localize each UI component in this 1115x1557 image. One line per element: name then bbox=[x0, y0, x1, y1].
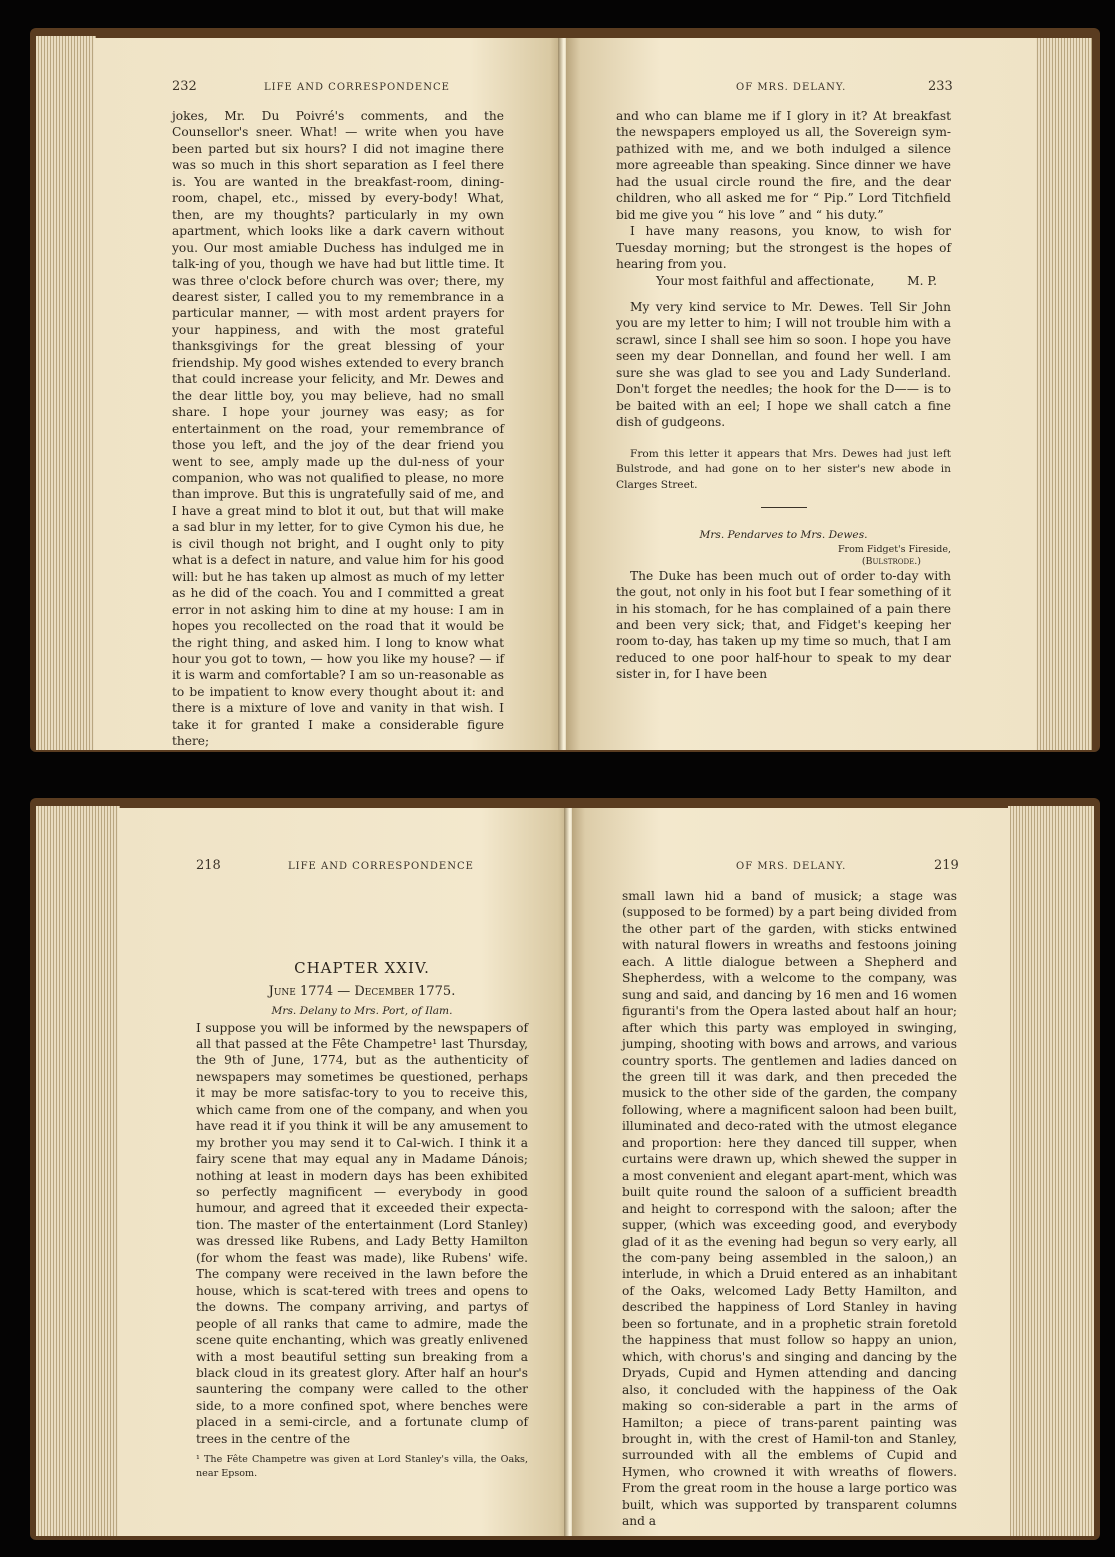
body-text bbox=[172, 108, 504, 750]
page-number: 233 bbox=[928, 79, 953, 94]
body-text bbox=[622, 888, 957, 1530]
paragraph: jokes, Mr. Du Poivré's comments, and the Counsellor's sneer. What! — write when you have been parted but six hours? I did not imagine there was so much in this short separation as I feel there is. You are wanted in the breakfast-room, dining-room, chapel, etc., missed by every-body! What, then, are my thoughts? particularly in my own apartment, which looks like a dark cavern without you. Our most amiable Duchess has indulged me in talk-ing of you, though we have had but little time. It was three o'clock before church was over; there, my dearest sister, I called you to my remembrance in a particular manner, — with most ardent prayers for your happiness, and with the most grateful thanksgivings for the great blessing of your friendship. My good wishes extended to every branch that could increase your felicity, and Mr. Dewes and the dear little boy, you may believe, had no small share. I hope your journey was easy; as for entertainment on the road, your remembrance of those you left, and the joy of the dear friend you went to see, amply made up the dul-ness of your companion, who was not qualified to please, no more than improve. But this is ungratefully said of me, and I have a great mind to blot it out, but that will make a sad blur in my letter, for to give Cymon his due, he is civil though not bright, and I ought only to pity what is a defect in nature, and value him for his good will: but he has taken up almost as much of my letter as he did of the coach. You and I committed a great error in not asking him to dine at my house: I am in hopes you recollected on the road that it would be the right thing, and asked him. I long to know what hour you got to town, — how you like my house? — if it is warm and comfortable? I am so un-reasonable as to be impatient to know every thought about it: and there is a mixture of love and vanity in that wish. I take it for granted I make a considerable figure there; bbox=[172, 109, 504, 749]
editorial-note: From this letter it appears that Mrs. Dewes had just left Bulstrode, and had gone on to her sister's new abode in Clarges Street. bbox=[616, 447, 951, 491]
signature: M. P. bbox=[907, 273, 937, 288]
page-218 bbox=[118, 808, 572, 1536]
body-text bbox=[196, 958, 528, 1481]
top-left-page-edges bbox=[36, 36, 96, 750]
running-head-title: OF MRS. DELANY. bbox=[736, 861, 847, 872]
page-number: 219 bbox=[934, 858, 959, 873]
page-number: 218 bbox=[196, 858, 221, 873]
postscript: My very kind service to Mr. Dewes. Tell Sir John you are my letter to him; I will not trouble him with a scrawl, since I shall see him so soon. I hope you have seen my dear Donnellan, and found her well. I am sure she was glad to see you and Lady Sunderland. Don't forget the needles; the hook for the D—— is to be baited with an eel; I hope we shall catch a fine dish of gudgeons. bbox=[616, 299, 951, 430]
running-head-title: LIFE AND CORRESPONDENCE bbox=[288, 861, 474, 872]
dateline: From Fidget's Fireside, bbox=[837, 543, 951, 555]
page-232 bbox=[94, 38, 564, 750]
footnote: ¹ The Fête Champetre was given at Lord Stanley's villa, the Oaks, near Epsom. bbox=[196, 1454, 528, 1480]
running-head bbox=[118, 808, 572, 873]
running-head-title: LIFE AND CORRESPONDENCE bbox=[264, 82, 450, 93]
page-219 bbox=[572, 808, 1010, 1536]
paragraph: and who can blame me if I glory in it? At breakfast the newspapers employed us all, the Sovereign sym-pathized with me, and we both indulged a silence more agreeable than speaking. Since dinner we have had the usual circle round the fire, and the dear children, who all asked me for “ Pip.” Lord Titchfield bid me give you “ his love ” and “ his duty.” bbox=[616, 109, 951, 222]
running-head-title: OF MRS. DELANY. bbox=[736, 82, 847, 93]
running-head bbox=[572, 808, 1010, 873]
closing-line: Your most faithful and affectionate, bbox=[656, 273, 875, 288]
letter-heading: Mrs. Pendarves to Mrs. Dewes. bbox=[699, 529, 868, 542]
top-right-page-edges bbox=[1032, 38, 1092, 750]
chapter-title: CHAPTER XXIV. bbox=[294, 959, 430, 977]
body-text bbox=[616, 108, 951, 683]
chapter-dates: June 1774 — December 1775. bbox=[268, 984, 456, 999]
dateline-place: (Bulstrode.) bbox=[861, 555, 921, 567]
letter-closing bbox=[616, 273, 951, 289]
letter-heading: Mrs. Delany to Mrs. Port, of Ilam. bbox=[271, 1005, 453, 1017]
page-number: 232 bbox=[172, 79, 197, 94]
letter-body: The Duke has been much out of order to-day with the gout, not only in his foot but I fear something of it in his stomach, for he has complained of a pain there and been very sick; that, and Fidget's keeping her room to-day, has taken up my time so much, that I am reduced to one poor half-hour to speak to my dear sister in, for I have been bbox=[616, 568, 951, 682]
letter-body: small lawn hid a band of musick; a stage was (supposed to be formed) by a part being divided from the other part of the garden, with sticks entwined with natural flowers in wreaths and festoons joining each. A little dialogue between a Shepherd and Shepherdess, with a welcome to the company, was sung and said, and dancing by 16 men and 16 women figuranti's from the Opera lasted about half an hour; after which this party was employed in swinging, jumping, shooting with bows and arrows, and various country sports. The gentlemen and ladies danced on the green till it was dark, and then preceded the musick to the other side of the garden, the company following, where a magnificent saloon had been built, illuminated and deco-rated with the utmost elegance and proportion: here they danced till supper, when curtains were drawn up, which shewed the supper in a most convenient and elegant apart-ment, which was built quite round the saloon of a sufficient breadth and height to correspond with the saloon; after the supper, (which was exceeding good, and everybody glad of it as the evening had begun so very early, all the com-pany being assembled in the saloon,) an interlude, in which a Druid entered as an inhabitant of the Oaks, welcomed Lady Betty Hamilton, and described the happiness of Lord Stanley in having been so fortunate, and in a prophetic strain foretold the happiness that must follow so happy an union, which, with chorus's and singing and dancing by the Dryads, Cupid and Hymen attending and dancing also, it concluded with the happiness of the Oak making so con-siderable a part in the arms of Hamilton; a piece of trans-parent painting was brought in, with the crest of Hamil-ton and Stanley, surrounded with all the emblems of Cupid and Hymen, who crowned it with wreaths of flowers. From the great room in the house a large portico was built, which was supported by transparent columns and a bbox=[622, 889, 957, 1529]
top-book-spread bbox=[0, 0, 1115, 760]
page-233 bbox=[566, 38, 1036, 750]
bottom-left-page-edges bbox=[36, 806, 120, 1536]
running-head bbox=[566, 38, 1036, 94]
bottom-right-page-edges bbox=[1008, 806, 1094, 1536]
bottom-book-spread bbox=[0, 780, 1115, 1557]
letter-body: I suppose you will be informed by the newspapers of all that passed at the Fête Champetre¹ last Thursday, the 9th of June, 1774, but as the authenticity of newspapers may sometimes be questioned, perhaps it may be more satisfac-tory to you to receive this, which came from one of the company, and when you have read it if you think it will be any amusement to my brother you may send it to Cal-wich. I think it a fairy scene that may equal any in Madame Dánois; nothing at least in modern days has been exhibited so perfectly magnificent — everybody in good humour, and agreed that it exceeded their expecta-tion. The master of the entertainment (Lord Stanley) was dressed like Rubens, and Lady Betty Hamilton (for whom the feast was made), like Rubens' wife. The company were received in the lawn before the house, which is scat-tered with trees and opens to the downs. The company arriving, and partys of people of all ranks that came to admire, made the scene quite enchanting, which was greatly enlivened with a most beautiful setting sun breaking from a black cloud in its greatest glory. After half an hour's sauntering the company were called to the other side, to a more confined spot, where benches were placed in a semi-circle, and a fortunate clump of trees in the centre of the bbox=[196, 1020, 528, 1446]
running-head bbox=[94, 38, 564, 94]
paragraph: I have many reasons, you know, to wish for Tuesday morning; but the strongest is the hopes of hearing from you. bbox=[616, 224, 951, 272]
